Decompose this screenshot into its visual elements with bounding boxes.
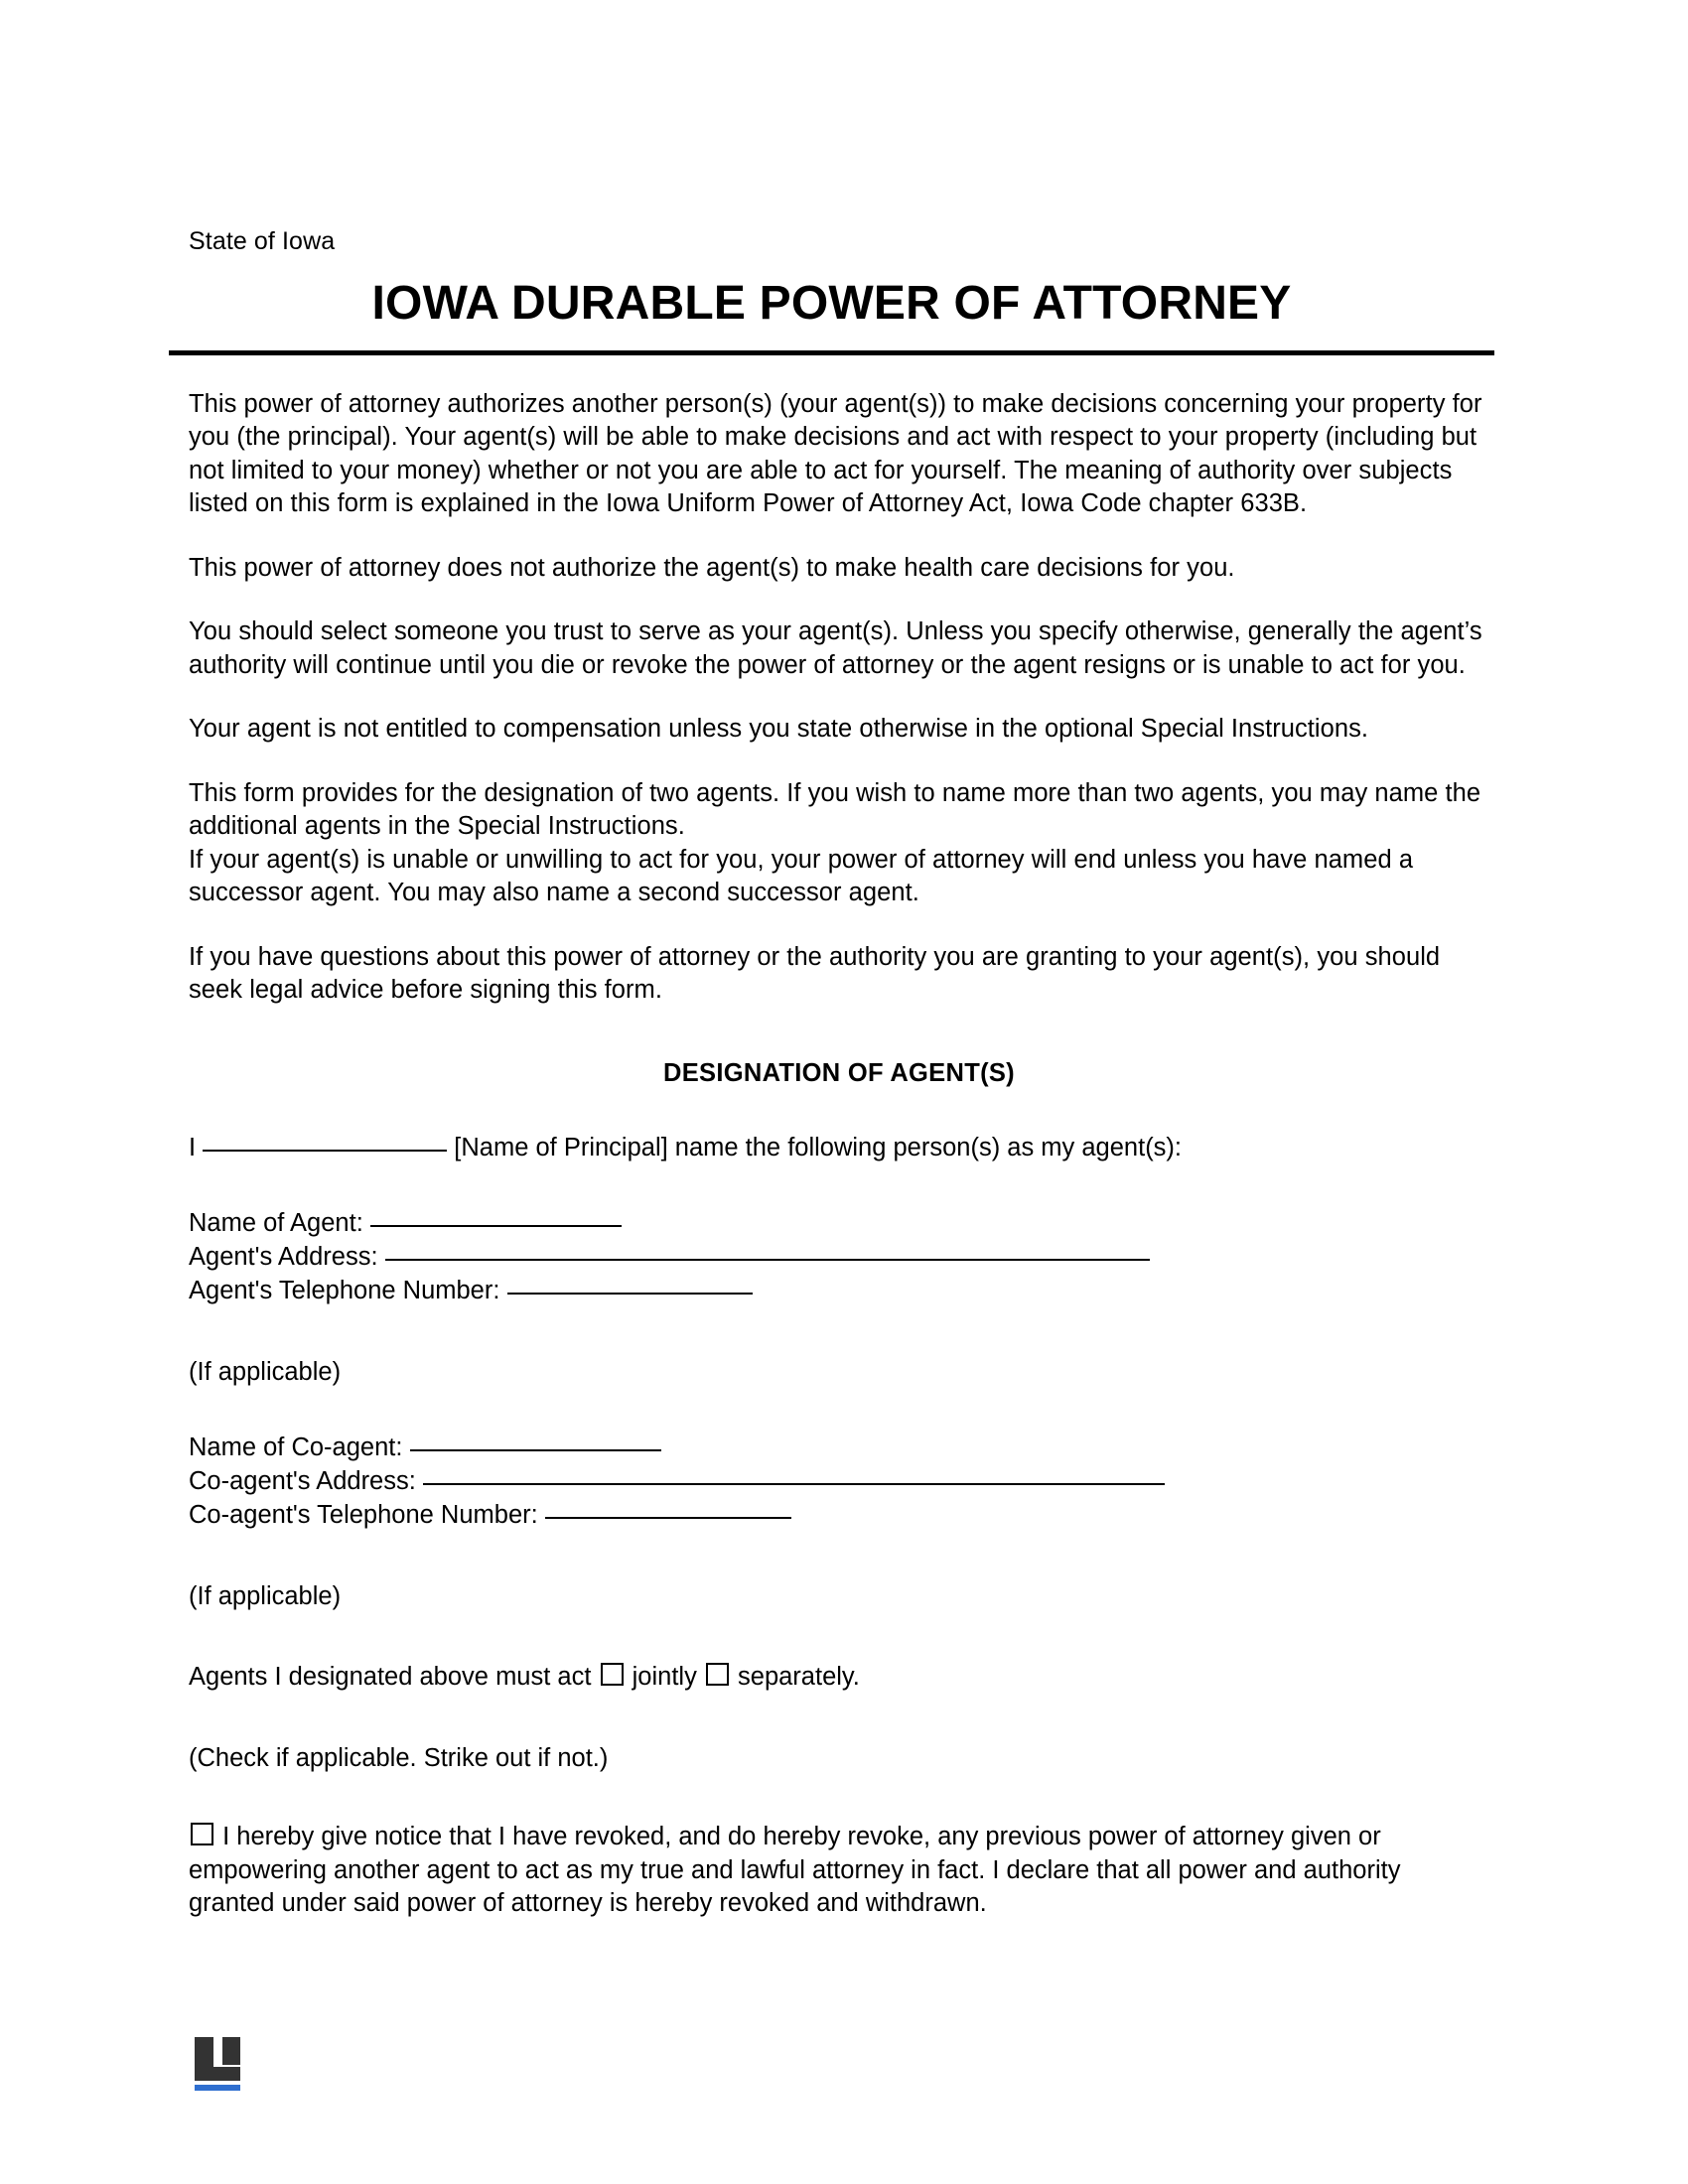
intro-paragraph-7: If you have questions about this power of attorney or the authority you are granting to your agent(s), you should seek legal advice before signing this form. [189,942,1441,1005]
principal-name-line [189,1132,1489,1165]
coagent-phone-label: Co-agent's Telephone Number: [189,1501,538,1530]
checkbox-separately[interactable] [706,1663,729,1686]
logo-icon [195,2037,240,2081]
legal-templates-logo [195,2037,246,2091]
if-applicable-note-2 [189,1579,1489,1613]
if-applicable-note-1 [189,1355,1489,1389]
coagent-phone-row [189,1498,1489,1532]
revocation-instruction: (Check if applicable. Strike out if not.) [189,1744,609,1773]
agent-fields [189,1206,1489,1307]
title-block [169,278,1494,355]
logo-horizontal-bar [195,2067,240,2081]
principal-prefix: I [189,1133,197,1161]
intro-paragraph-1: This power of attorney authorizes another person(s) (your agent(s)) to make decisions concerning your property for you (the principal). Your agent(s) will be able to make decisions and act with respect to your property (including but not limited to your money) whether or not you are able to act for yourself. The meaning of authority over subjects listed on this form is explained in the Iowa Uniform Power of Attorney Act, Iowa Code chapter 633B. [189,389,1482,518]
agent-phone-input[interactable] [507,1293,753,1295]
intro-paragraph-2: This power of attorney does not authorize the agent(s) to make health care decisions for you. [189,553,1235,582]
logo-accent-underline [195,2085,240,2091]
state-line: State of Iowa [189,227,336,255]
coagent-address-label: Co-agent's Address: [189,1467,416,1496]
revocation-statement: I hereby give notice that I have revoked, and do hereby revoke, any previous power of attorney given or empowering another agent to act as my true and lawful attorney in fact. I declare that all power and authority granted under said power of attorney is hereby revoked and withdrawn. [189,1823,1401,1918]
document-content [189,226,1489,1921]
coagent-fields [189,1431,1489,1532]
principal-name-input[interactable] [203,1150,447,1152]
if-applicable-label-1: (If applicable) [189,1358,342,1387]
checkbox-jointly[interactable] [601,1663,624,1686]
title-divider [169,350,1494,355]
logo-right-bar [222,2037,240,2065]
coagent-address-row [189,1464,1489,1498]
intro-paragraph-5: This form provides for the designation of two agents. If you wish to name more than two agents, you may name the additional agents in the Special Instructions. [189,778,1481,841]
coagent-name-row [189,1431,1489,1464]
coagent-phone-input[interactable] [545,1517,791,1519]
coagent-name-input[interactable] [410,1449,661,1451]
revocation-statement-row [189,1821,1489,1921]
intro-section [189,388,1489,1008]
coagent-name-label: Name of Co-agent: [189,1433,403,1462]
intro-paragraph-4: Your agent is not entitled to compensation unless you state otherwise in the optional Special Instructions. [189,715,1369,744]
if-applicable-label-2: (If applicable) [189,1582,342,1611]
agents-act-line [189,1660,1489,1694]
option-jointly-label: jointly [632,1663,697,1692]
agents-act-prefix: Agents I designated above must act [189,1663,592,1692]
coagent-address-input[interactable] [423,1483,1165,1485]
intro-paragraph-3: You should select someone you trust to serve as your agent(s). Unless you specify otherwise, generally the agent’s authority will continue until you die or revoke the power of attorney or the agent resigns or is unable to act for you. [189,617,1482,679]
agent-phone-label: Agent's Telephone Number: [189,1277,500,1305]
agent-phone-row [189,1274,1489,1307]
intro-paragraph-6: If your agent(s) is unable or unwilling to act for you, your power of attorney will end unless you have named a successor agent. You may also name a second successor agent. [189,845,1414,907]
checkbox-revocation[interactable] [191,1823,213,1845]
option-separately-label: separately. [738,1663,860,1692]
page-title: IOWA DURABLE POWER OF ATTORNEY [371,277,1292,330]
principal-suffix: [Name of Principal] name the following person(s) as my agent(s): [454,1133,1183,1161]
agent-address-row [189,1240,1489,1274]
agent-name-row [189,1206,1489,1240]
agent-name-label: Name of Agent: [189,1209,363,1238]
agent-address-label: Agent's Address: [189,1243,378,1272]
agent-name-input[interactable] [370,1225,622,1227]
agent-address-input[interactable] [385,1259,1150,1261]
designation-heading: DESIGNATION OF AGENT(S) [663,1058,1015,1087]
